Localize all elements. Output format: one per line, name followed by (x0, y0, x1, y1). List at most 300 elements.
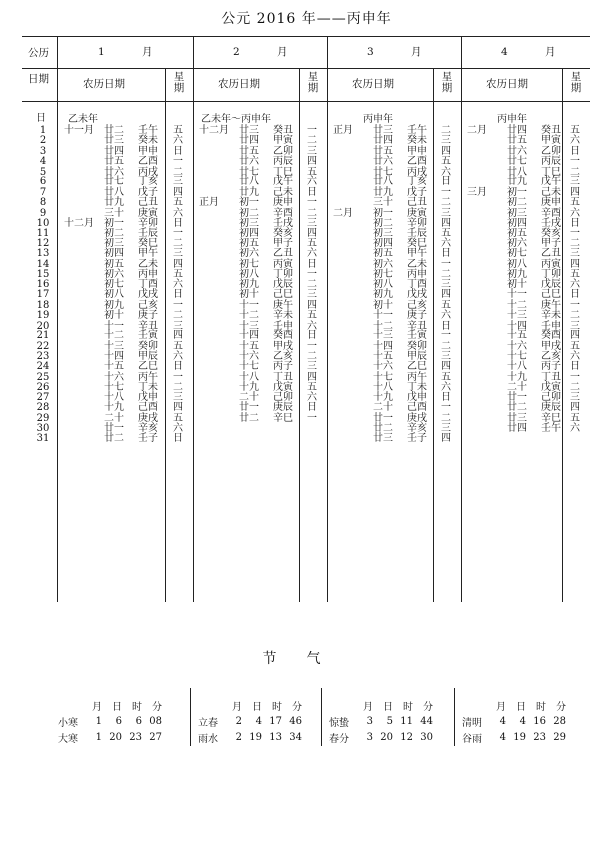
lunar-month-label: 十一月 (64, 125, 94, 136)
term-value: 5 (386, 715, 393, 727)
lunar-day: 廿二 (104, 125, 124, 136)
lunar-day: 廿一 (239, 402, 259, 414)
weekday: 一 (441, 258, 451, 270)
ganzhi: 甲子 (541, 238, 561, 249)
ganzhi: 乙酉 (138, 156, 158, 168)
lunar-day: 十六 (373, 361, 393, 373)
day-number: 24 (36, 361, 50, 373)
ganzhi: 癸未 (138, 135, 158, 147)
weekday: 三 (570, 176, 580, 188)
term-value: 6 (135, 715, 142, 727)
ganzhi: 戊申 (138, 391, 158, 403)
solar-term-group (196, 697, 304, 745)
ganzhi: 辛卯 (407, 217, 427, 229)
weekday: 二 (570, 238, 580, 249)
term-name: 立春 (198, 717, 218, 729)
rule-line (22, 68, 590, 69)
lunar-day: 初十 (239, 289, 259, 301)
weekday: 四 (173, 330, 183, 342)
lunar-day: 初七 (239, 258, 259, 270)
term-column-header: 时 (536, 701, 546, 713)
ganzhi: 辛酉 (541, 207, 561, 219)
term-divider (454, 688, 455, 746)
ganzhi: 戊午 (541, 176, 561, 188)
lunar-day: 初四 (507, 217, 527, 229)
lunar-day: 廿二 (239, 412, 259, 424)
day-number: 3 (39, 145, 47, 157)
weekday: 二 (441, 269, 451, 281)
ganzhi: 庚午 (273, 299, 293, 311)
day-number: 10 (36, 217, 50, 229)
ganzhi: 己未 (541, 186, 561, 198)
weekday: 六 (570, 135, 580, 147)
ganzhi: 壬寅 (407, 330, 427, 342)
weekday: 三 (441, 423, 451, 435)
page-title: 公元 2016 年——丙申年 (221, 11, 392, 27)
weekday: 二 (570, 166, 580, 178)
month-header-num: 1 (98, 46, 105, 58)
lunar-day: 初一 (239, 197, 259, 209)
ganzhi: 戊寅 (541, 381, 561, 393)
term-name: 惊蛰 (329, 717, 349, 729)
ganzhi: 丙戌 (407, 166, 427, 178)
lunar-day: 初三 (373, 227, 393, 239)
ganzhi: 戊子 (138, 186, 158, 198)
ganzhi: 甲申 (407, 145, 427, 157)
lunar-day: 初八 (104, 289, 124, 301)
rule-line (22, 101, 590, 102)
weekday: 六 (307, 248, 317, 260)
lunar-day: 初一 (507, 186, 527, 198)
term-value: 27 (149, 731, 162, 743)
solar-term-group (327, 697, 435, 745)
term-value: 20 (109, 731, 122, 743)
weekday: 三 (441, 207, 451, 219)
ganzhi: 甲辰 (407, 351, 427, 362)
lunar-day: 廿五 (507, 135, 527, 147)
weekday: 二 (570, 381, 580, 393)
lunar-day: 廿五 (239, 145, 259, 157)
lunar-day: 三十 (104, 207, 124, 219)
lunar-day: 初五 (104, 258, 124, 270)
lunar-day: 廿三 (239, 125, 259, 136)
ganzhi: 戊午 (273, 176, 293, 188)
lunar-day: 十九 (104, 402, 124, 414)
ganzhi: 丙戌 (138, 166, 158, 178)
term-value: 19 (249, 731, 262, 743)
ganzhi: 戊戌 (407, 289, 427, 301)
weekday: 日 (570, 145, 580, 157)
weekday: 日 (173, 289, 183, 301)
weekday: 一 (307, 269, 317, 281)
day-number: 13 (36, 248, 50, 260)
ganzhi: 庚辰 (273, 402, 293, 414)
lunar-day: 廿八 (507, 166, 527, 178)
lunar-day: 初六 (507, 238, 527, 249)
lunar-day: 初二 (507, 197, 527, 209)
ganzhi: 癸亥 (273, 227, 293, 239)
lunar-day: 初九 (507, 269, 527, 281)
lunar-day: 初十 (507, 278, 527, 290)
month-header-unit: 月 (142, 46, 153, 58)
ganzhi: 庚申 (541, 197, 561, 209)
weekday: 三 (570, 248, 580, 260)
lunar-day: 二十 (507, 381, 527, 393)
weekday: 三 (307, 217, 317, 229)
weekday: 六 (307, 176, 317, 188)
weekday: 四 (441, 361, 451, 373)
lunar-month-label: 正月 (333, 125, 353, 136)
ganzhi: 丙子 (541, 361, 561, 373)
ganzhi: 壬午 (138, 125, 158, 136)
lunar-month-label: 十二月 (199, 125, 229, 136)
day-number: 14 (36, 258, 50, 270)
ganzhi: 丁巳 (541, 166, 561, 178)
day-number: 20 (36, 320, 50, 332)
lunar-day: 十七 (373, 371, 393, 383)
weekday: 五 (173, 269, 183, 281)
ganzhi: 丙辰 (541, 156, 561, 168)
ganzhi: 辛亥 (407, 423, 427, 435)
ganzhi: 戊申 (407, 391, 427, 403)
lunar-year-label: 丙申年 (363, 114, 393, 125)
day-number: 29 (36, 412, 50, 424)
lunar-day: 十五 (239, 340, 259, 352)
day-number: 4 (39, 156, 47, 168)
lunar-day: 十五 (373, 351, 393, 362)
ganzhi: 己丑 (138, 197, 158, 209)
weekday: 一 (570, 371, 580, 383)
lunar-day: 廿九 (507, 176, 527, 188)
weekday: 三 (307, 361, 317, 373)
ganzhi: 癸酉 (273, 330, 293, 342)
lunar-day: 廿六 (239, 156, 259, 168)
term-column-header: 分 (152, 701, 162, 713)
term-name: 雨水 (198, 733, 218, 745)
weekday: 四 (173, 186, 183, 198)
lunar-day: 初九 (373, 289, 393, 301)
term-value: 2 (235, 731, 242, 743)
rule-line (327, 36, 328, 602)
weekday: 日 (173, 361, 183, 373)
term-value: 17 (269, 715, 282, 727)
ganzhi: 甲戌 (273, 340, 293, 352)
lunar-day: 廿一 (507, 391, 527, 403)
weekday: 五 (570, 197, 580, 209)
lunar-day: 十一 (104, 320, 124, 332)
ganzhi: 乙丑 (273, 248, 293, 260)
ganzhi: 甲寅 (273, 135, 293, 147)
lunar-day: 十三 (373, 330, 393, 342)
ganzhi: 甲寅 (541, 135, 561, 147)
weekday: 五 (441, 299, 451, 311)
lunar-day: 十九 (507, 371, 527, 383)
ganzhi: 丙子 (273, 361, 293, 373)
lunar-day: 初四 (104, 248, 124, 260)
ganzhi: 戊辰 (273, 278, 293, 290)
weekday: 二 (307, 351, 317, 362)
weekday: 六 (173, 351, 183, 362)
weekday: 二 (173, 166, 183, 178)
weekday: 六 (441, 166, 451, 178)
weekday: 二 (441, 340, 451, 352)
weekday: 六 (173, 423, 183, 435)
ganzhi: 庚辰 (541, 402, 561, 414)
ganzhi: 丙辰 (273, 156, 293, 168)
day-number: 5 (39, 166, 47, 178)
lunar-day: 廿四 (239, 135, 259, 147)
weekday: 二 (570, 310, 580, 322)
ganzhi: 庚戌 (138, 412, 158, 424)
day-number: 8 (39, 197, 47, 209)
weekday: 日 (307, 258, 317, 270)
term-name-header (460, 697, 488, 713)
ganzhi: 丁卯 (273, 269, 293, 281)
weekday-header: 星期 (441, 71, 453, 94)
lunar-month-label: 十二月 (64, 217, 94, 229)
lunar-day: 三十 (373, 197, 393, 209)
term-column-header: 月 (92, 701, 102, 713)
ganzhi: 庚午 (541, 299, 561, 311)
lunar-day: 十三 (239, 320, 259, 332)
day-number: 21 (36, 330, 50, 342)
day-number: 11 (36, 227, 50, 239)
ganzhi: 丙午 (407, 371, 427, 383)
lunar-day: 初七 (507, 248, 527, 260)
day-number: 27 (36, 391, 50, 403)
ganzhi: 壬戌 (541, 217, 561, 229)
ganzhi: 甲戌 (541, 340, 561, 352)
ganzhi: 甲申 (138, 145, 158, 157)
term-value: 6 (115, 715, 122, 727)
ganzhi: 甲午 (138, 248, 158, 260)
term-value: 20 (380, 731, 393, 743)
day-number: 9 (39, 207, 47, 219)
lunar-day: 初八 (373, 278, 393, 290)
term-name-header (196, 697, 224, 713)
ganzhi: 己巳 (273, 289, 293, 301)
weekday: 六 (307, 320, 317, 332)
ganzhi: 戊辰 (541, 278, 561, 290)
term-name-header (56, 697, 84, 713)
lunar-day: 初六 (104, 269, 124, 281)
term-value: 2 (235, 715, 242, 727)
weekday: 六 (570, 423, 580, 435)
lunar-date-header: 农历日期 (352, 78, 394, 90)
lunar-day: 初五 (507, 227, 527, 239)
ganzhi: 丁未 (407, 381, 427, 393)
ganzhi: 辛丑 (407, 320, 427, 332)
term-value: 12 (400, 731, 413, 743)
lunar-day: 初七 (373, 269, 393, 281)
term-column-header: 日 (112, 701, 122, 713)
weekday: 四 (307, 156, 317, 168)
lunar-day: 廿三 (104, 135, 124, 147)
ganzhi: 癸巳 (138, 238, 158, 249)
ganzhi: 癸巳 (407, 238, 427, 249)
lunar-day: 廿七 (507, 156, 527, 168)
weekday: 三 (173, 320, 183, 332)
weekday: 五 (307, 310, 317, 322)
lunar-day: 初一 (373, 207, 393, 219)
ganzhi: 癸卯 (138, 340, 158, 352)
lunar-day: 十四 (373, 340, 393, 352)
lunar-day: 十一 (507, 289, 527, 301)
term-value: 16 (533, 715, 546, 727)
ganzhi: 乙卯 (273, 145, 293, 157)
ganzhi: 庚戌 (407, 412, 427, 424)
ganzhi: 庚申 (273, 197, 293, 209)
weekday: 四 (570, 402, 580, 414)
ganzhi: 辛未 (273, 310, 293, 322)
rule-line (22, 36, 590, 37)
lunar-day: 十二 (507, 299, 527, 311)
term-value: 34 (289, 731, 302, 743)
lunar-day: 初八 (507, 258, 527, 270)
lunar-day: 十八 (373, 381, 393, 393)
lunar-day: 十六 (104, 371, 124, 383)
weekday: 四 (173, 258, 183, 270)
lunar-day: 初二 (104, 227, 124, 239)
lunar-day: 廿九 (239, 186, 259, 198)
term-value: 4 (499, 731, 506, 743)
term-value: 3 (366, 731, 373, 743)
weekday: 三 (173, 248, 183, 260)
lunar-day: 初四 (373, 238, 393, 249)
weekday: 三 (441, 135, 451, 147)
lunar-day: 廿六 (104, 166, 124, 178)
ganzhi: 癸亥 (541, 227, 561, 239)
weekday: 四 (173, 402, 183, 414)
weekday: 日 (173, 217, 183, 229)
rule-line (562, 68, 563, 602)
weekday: 一 (441, 186, 451, 198)
weekday: 四 (441, 145, 451, 157)
weekday: 一 (441, 402, 451, 414)
term-value: 23 (533, 731, 546, 743)
ganzhi: 庚寅 (138, 207, 158, 219)
weekday: 一 (570, 156, 580, 168)
term-value: 4 (255, 715, 262, 727)
term-divider (321, 688, 322, 746)
ganzhi: 己酉 (138, 402, 158, 414)
solar-term-row (56, 729, 164, 745)
ganzhi: 乙丑 (541, 248, 561, 260)
lunar-day: 十九 (373, 391, 393, 403)
lunar-day: 廿五 (104, 156, 124, 168)
term-column-header: 日 (252, 701, 262, 713)
ganzhi: 癸丑 (273, 125, 293, 136)
lunar-day: 廿六 (507, 145, 527, 157)
weekday: 五 (570, 412, 580, 424)
ganzhi: 癸酉 (541, 330, 561, 342)
weekday: 一 (173, 156, 183, 168)
lunar-day: 十五 (507, 330, 527, 342)
weekday: 五 (173, 340, 183, 352)
day-number: 19 (36, 310, 50, 322)
lunar-day: 廿二 (507, 402, 527, 414)
day-number: 25 (36, 371, 50, 383)
day-number: 28 (36, 402, 50, 414)
lunar-day: 二十 (373, 402, 393, 414)
term-value: 19 (513, 731, 526, 743)
lunar-day: 廿一 (373, 412, 393, 424)
term-value: 3 (366, 715, 373, 727)
solar-term-row (460, 713, 568, 729)
term-value: 13 (269, 731, 282, 743)
weekday: 六 (570, 207, 580, 219)
day-number: 22 (36, 340, 50, 352)
weekday: 四 (441, 217, 451, 229)
weekday-header: 星期 (173, 71, 185, 94)
lunar-day: 初六 (373, 258, 393, 270)
weekday: 六 (570, 351, 580, 362)
lunar-date-header: 农历日期 (83, 78, 125, 90)
ganzhi: 丙寅 (541, 258, 561, 270)
lunar-day: 廿七 (239, 166, 259, 178)
ganzhi: 丙寅 (273, 258, 293, 270)
ganzhi: 甲午 (407, 248, 427, 260)
day-number: 7 (39, 186, 47, 198)
ganzhi: 辛未 (541, 310, 561, 322)
weekday: 五 (570, 340, 580, 352)
lunar-month-label: 二月 (333, 207, 353, 219)
ganzhi: 己亥 (407, 299, 427, 311)
lunar-day: 二十 (239, 391, 259, 403)
ganzhi: 丙申 (138, 269, 158, 281)
lunar-day: 十八 (239, 371, 259, 383)
weekday: 一 (570, 227, 580, 239)
lunar-day: 十四 (104, 351, 124, 362)
term-value: 4 (519, 715, 526, 727)
ganzhi: 壬辰 (138, 227, 158, 239)
weekday: 五 (307, 381, 317, 393)
ganzhi: 丁巳 (273, 166, 293, 178)
solar-term-group (56, 697, 164, 745)
weekday: 五 (307, 238, 317, 249)
ganzhi: 甲子 (273, 238, 293, 249)
lunar-month-label: 正月 (199, 197, 219, 209)
day-number: 1 (39, 125, 47, 136)
ganzhi: 丁酉 (407, 278, 427, 290)
lunar-year-label: 丙申年 (497, 114, 527, 125)
weekday: 二 (441, 412, 451, 424)
day-number: 12 (36, 238, 50, 249)
weekday: 一 (173, 227, 183, 239)
ganzhi: 丁卯 (541, 269, 561, 281)
rule-line (165, 68, 166, 602)
weekday: 一 (307, 197, 317, 209)
weekday: 一 (173, 299, 183, 311)
weekday: 二 (441, 125, 451, 136)
lunar-month-label: 三月 (467, 186, 487, 198)
ganzhi: 壬戌 (273, 217, 293, 229)
ganzhi: 己丑 (407, 197, 427, 209)
lunar-day: 初七 (104, 278, 124, 290)
term-value: 44 (420, 715, 433, 727)
weekday: 一 (441, 330, 451, 342)
weekday: 日 (441, 320, 451, 332)
ganzhi: 辛卯 (138, 217, 158, 229)
weekday: 五 (441, 156, 451, 168)
weekday: 日 (441, 176, 451, 188)
rule-line (57, 36, 58, 602)
ganzhi: 壬午 (407, 125, 427, 136)
ganzhi: 庚子 (407, 310, 427, 322)
lunar-day: 初四 (239, 227, 259, 239)
lunar-day: 廿三 (373, 125, 393, 136)
ganzhi: 辛巳 (541, 412, 561, 424)
